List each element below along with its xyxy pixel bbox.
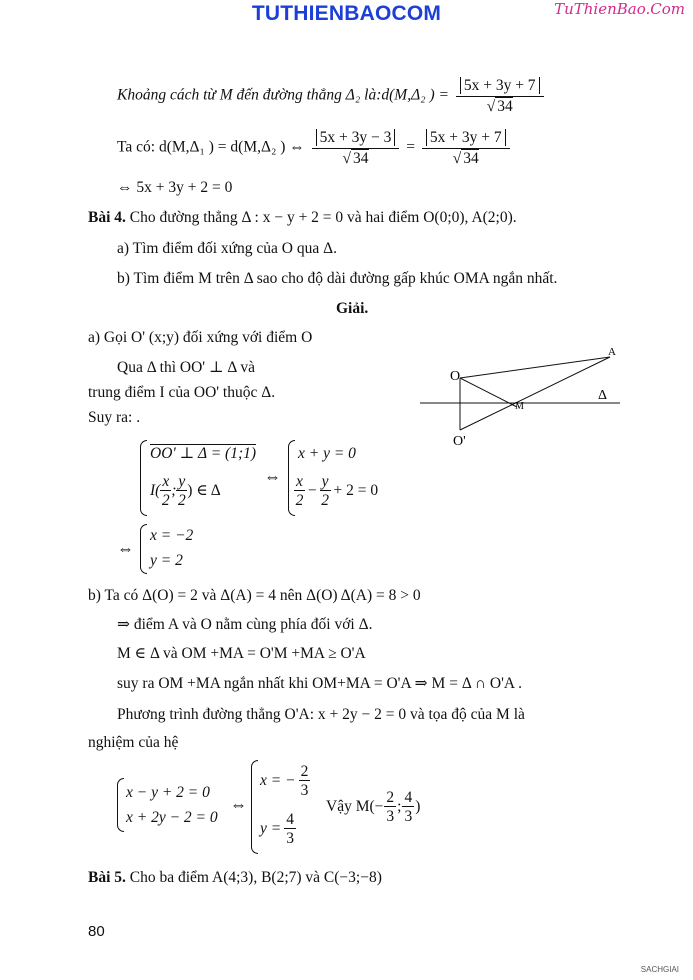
system-4-line-2 [260, 812, 299, 846]
iff-2: ⇔ [117, 539, 134, 558]
conclusion-y-num: 4 [404, 789, 413, 806]
label-a: A [608, 346, 616, 358]
site-title: TUTHIENBAOCOM [251, 2, 442, 25]
iff-1: ⇔ [264, 467, 281, 486]
distance-fraction: $\frac{5x + 3y + 7}{√ 34}$ [456, 78, 544, 114]
exercise-4-text: Cho đường thẳng Δ : x − y + 2 = 0 và hai điểm O(0;0), A(2;0). [125, 209, 517, 226]
sys2-y-fraction [320, 474, 331, 508]
exercise-5 [88, 870, 382, 886]
sys2-x-den: 2 [295, 491, 304, 509]
brand-footer: SACHGIAI [640, 965, 679, 974]
part-a-line-2: Qua Δ thì OO' ⊥ Δ và [117, 359, 256, 376]
conclusion-x-num: 2 [386, 789, 395, 806]
four-thirds [284, 812, 296, 846]
part-a-line-3: trung điểm I của OO' thuộc Δ. [88, 384, 276, 401]
part-b-line-4: suy ra OM +MA ngắn nhất khi OM+MA = O'A ⇒ M = Δ ∩ O'A . [117, 675, 522, 692]
conclusion-x-den: 3 [386, 807, 395, 825]
solution-brace [140, 524, 147, 574]
distance-prefix: Khoảng cách từ M đến đường thẳng Δ₂ là:d(M,Δ₂ ) = [117, 86, 449, 104]
conclusion-semicolon: ; [397, 798, 402, 816]
y-half-fraction [176, 474, 187, 508]
system-2-line-2: $\frac{x}{2}$ − $\frac{y}{2}$ + 2 = 0 [295, 473, 379, 509]
system-3-line-2: x + 2y − 2 = 0 [126, 809, 218, 826]
fraction-1-den: 34 [353, 149, 369, 167]
system-1-line-1: OO' ⊥ Δ = (1;1) [150, 445, 257, 462]
x-half-fraction [160, 474, 171, 508]
conclusion-prefix: Vậy M(− [326, 798, 384, 816]
system-1-brace [140, 440, 147, 516]
label-o: O [450, 369, 461, 384]
fraction-2: $\frac{5x + 3y + 7}{√ 34}$ [422, 130, 510, 166]
conclusion-y [402, 790, 414, 824]
system-4-y: y = [260, 820, 282, 838]
fraction-1-num: 5x + 3y − 3 [316, 129, 396, 146]
equal-distance-prefix: Ta có: d(M,Δ₁ ) = d(M,Δ₂ ) ⇔ [117, 138, 305, 156]
sys2-x-num: x [296, 473, 303, 490]
conclusion-close: ) [415, 798, 421, 816]
x-half-den: 2 [161, 491, 170, 509]
exercise-4 [88, 210, 517, 226]
label-delta: Δ [598, 388, 608, 403]
part-a-line-4: Suy ra: . [88, 409, 141, 426]
conclusion-y-den: 3 [404, 807, 413, 825]
distance-denominator: 34 [497, 97, 513, 115]
iff-3: ⇔ [230, 795, 247, 814]
fraction-1: $\frac{5x + 3y - 3}{√ 34}$ [312, 130, 400, 166]
system-3-line-1: x − y + 2 = 0 [126, 784, 210, 801]
two-thirds-num: 2 [300, 763, 309, 780]
exercise-4-b: b) Tìm điểm M trên Δ sao cho độ dài đường gấp khúc OMA ngắn nhất. [117, 270, 558, 287]
system-1-in-delta: ) ∈ Δ [187, 482, 221, 500]
distance-numerator: 5x + 3y + 7 [460, 77, 540, 94]
part-b-line-5: Phương trình đường thẳng O'A: x + 2y − 2 = 0 và tọa độ của M là [117, 706, 525, 723]
system-4-brace [251, 760, 258, 854]
semicolon: ; [171, 482, 177, 500]
exercise-5-label: Bài 5. [88, 869, 126, 886]
y-half-den: 2 [177, 491, 186, 509]
page-number: 80 [88, 923, 105, 940]
system-1-line-2 [150, 474, 221, 508]
minus-two-thirds [299, 764, 311, 798]
equal-distance-line [117, 130, 513, 166]
system-1-i-open: I( [150, 482, 161, 500]
solution-y: y = 2 [150, 552, 183, 569]
part-b-line-2: ⇒ điểm A và O nằm cùng phía đối với Δ. [117, 616, 373, 633]
fraction-2-num: 5x + 3y + 7 [426, 129, 506, 146]
equals-sign: = [406, 138, 416, 156]
exercise-4-a: a) Tìm điểm đối xứng của O qua Δ. [117, 240, 337, 257]
system-3-brace [117, 778, 124, 832]
fraction-2-den: 34 [463, 149, 479, 167]
sys2-y-num: y [321, 473, 329, 490]
label-m: M [515, 401, 524, 412]
x-half-num: x [162, 473, 170, 490]
distance-line [117, 78, 547, 114]
part-b-line-1: b) Ta có Δ(O) = 2 và Δ(A) = 4 nên Δ(O) Δ(A) = 8 > 0 [88, 587, 421, 604]
conclusion [326, 790, 420, 824]
part-b-line-6: nghiệm của hệ [88, 734, 179, 751]
four-thirds-den: 3 [286, 829, 294, 847]
solution-x: x = −2 [150, 527, 194, 544]
four-thirds-num: 4 [286, 811, 294, 828]
y-half-num: y [178, 473, 186, 490]
site-watermark: TuThienBao.Com [554, 0, 685, 18]
result-line: ⇔ 5x + 3y + 2 = 0 [117, 179, 233, 196]
part-a-line-1: a) Gọi O' (x;y) đối xứng với điểm O [88, 329, 313, 346]
solution-heading: Giải. [336, 300, 369, 317]
part-b-line-3: M ∈ Δ và OM +MA = O'M +MA ≥ O'A [117, 645, 366, 662]
system-4-x: x = − [260, 772, 296, 790]
exercise-5-text: Cho ba điểm A(4;3), B(2;7) và C(−3;−8) [125, 869, 382, 886]
conclusion-x [384, 790, 396, 824]
sys2-x-fraction [294, 474, 305, 508]
sys2-y-den: 2 [321, 491, 329, 509]
sys2-plus-two: + 2 = 0 [333, 482, 379, 500]
label-o-prime: O' [453, 434, 466, 449]
system-2-line-1: x + y = 0 [298, 445, 356, 462]
exercise-4-label: Bài 4. [88, 209, 126, 226]
system-4-line-1 [260, 764, 313, 798]
two-thirds-den: 3 [300, 781, 309, 799]
geometry-diagram [415, 345, 625, 455]
